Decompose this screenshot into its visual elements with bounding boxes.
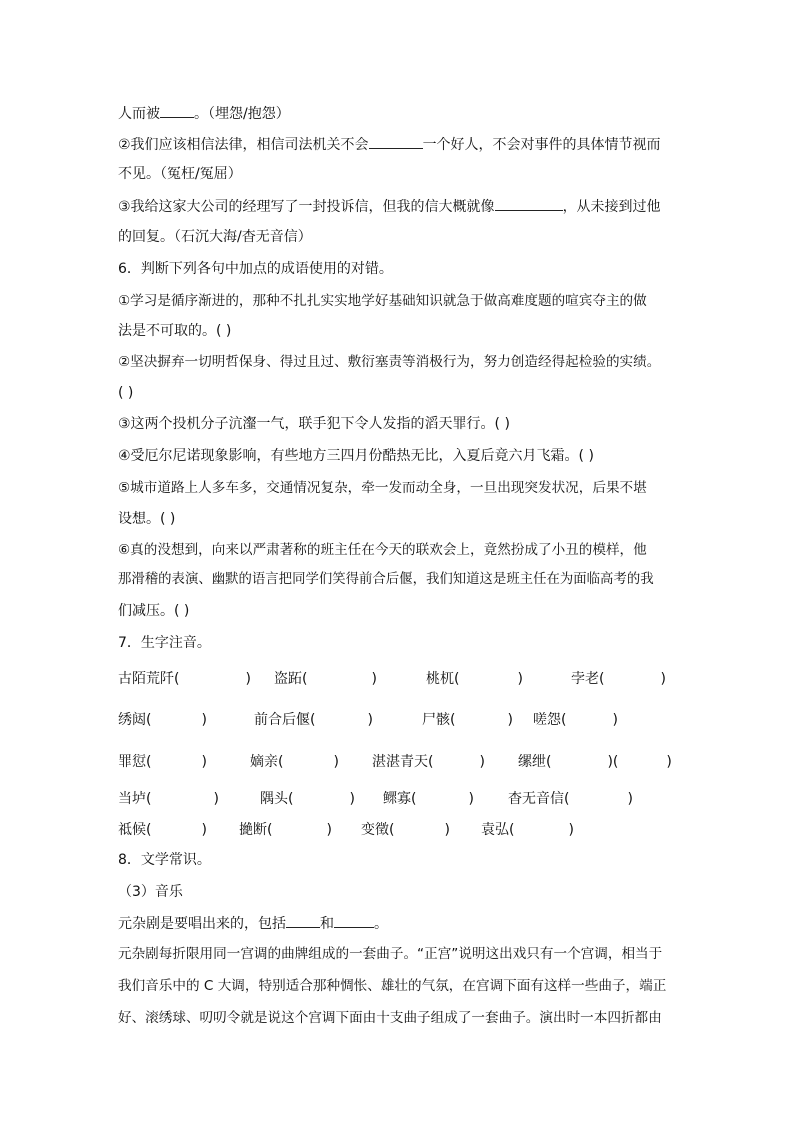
pinyin-item[interactable]: 罪愆( ) (118, 754, 207, 770)
q8-para2: 元杂剧每折限用同一宫调的曲牌组成的一套曲子。“正宫”说明这出戏只有一个宫调，相当于 (118, 946, 663, 962)
q5-item2: ②我们应该相信法律，相信司法机关不会 一个好人，不会对事件的具体情节视而 (118, 134, 661, 154)
q6-item2: ②坚决摒弃一切明哲保身、得过且过、敷衍塞责等消极行为，努力创造经得起检验的实绩。 (118, 354, 661, 370)
pinyin-item[interactable]: 盗跖( ) (274, 671, 377, 687)
answer-blank[interactable] (495, 196, 563, 211)
pinyin-item[interactable]: 桃杌( ) (426, 671, 523, 687)
pinyin-item[interactable]: 变徵( ) (361, 822, 450, 838)
q5-line1: 人而被 。（埋怨/抱怨） (118, 103, 290, 123)
pinyin-item[interactable]: 袁弘( ) (481, 822, 574, 838)
pinyin-item[interactable]: 尸骸( ) (422, 712, 513, 728)
pinyin-item[interactable]: 古陌荒阡( ) (118, 671, 251, 687)
q6-item4: ④受厄尔尼诺现象影响，有些地方三四月份酷热无比，入夏后竟六月飞霜。( ) (118, 448, 594, 464)
q8-subtitle: （3）音乐 (118, 884, 183, 900)
pinyin-item[interactable]: 缧绁( )( ) (518, 754, 672, 770)
answer-blank[interactable] (286, 913, 320, 928)
answer-blank[interactable] (334, 913, 374, 928)
pinyin-item[interactable]: 鳏寡( ) (383, 791, 474, 807)
pinyin-item[interactable]: 绣闼( ) (118, 712, 207, 728)
q5-item2-cont: 不见。（冤枉/冤屈） (118, 166, 242, 182)
q6-item1-cont: 法是不可取的。( ) (118, 323, 232, 339)
q6-item1: ①学习是循序渐进的，那种不扎扎实实地学好基础知识就急于做高难度题的喧宾夺主的做 (118, 293, 647, 309)
q6-item6: ⑥真的没想到，向来以严肃著称的班主任在今天的联欢会上，竟然扮成了小丑的模样，他 (118, 542, 647, 558)
pinyin-item[interactable]: 前合后偃( ) (254, 712, 373, 728)
q8-para2-cont2: 好、滚绣球、叨叨令就是说这个宫调下面由十支曲子组成了一套曲子。演出时一本四折都由 (118, 1010, 662, 1026)
pinyin-item[interactable]: 当垆( ) (118, 791, 219, 807)
q6-item5: ⑤城市道路上人多车多，交通情况复杂，牵一发而动全身，一旦出现突发状况，后果不堪 (118, 480, 647, 496)
q6-item6-cont2: 们减压。( ) (118, 603, 190, 619)
pinyin-item[interactable]: 祗候( ) (118, 822, 207, 838)
answer-blank[interactable] (160, 103, 194, 118)
q6-item6-cont1: 那滑稽的表演、幽默的语言把同学们笑得前合后偃，我们知道这是班主任在为面临高考的我 (118, 572, 654, 587)
q8-title: 8．文学常识。 (118, 852, 211, 868)
pinyin-item[interactable]: 隅头( ) (260, 791, 355, 807)
pinyin-item[interactable]: 撧断( ) (239, 822, 332, 838)
q5-item3-cont: 的回复。（石沉大海/杳无音信） (118, 229, 312, 245)
q5-item3: ③我给这家大公司的经理写了一封投诉信，但我的信大概就像 ，从未接到过他 (118, 196, 661, 216)
q6-title: 6．判断下列各句中加点的成语使用的对错。 (118, 261, 393, 277)
pinyin-item[interactable]: 嫡亲( ) (250, 754, 339, 770)
q6-item3: ③这两个投机分子沆瀣一气，联手犯下令人发指的滔天罪行。( ) (118, 416, 510, 432)
pinyin-item[interactable]: 杳无音信( ) (508, 791, 633, 807)
q8-para2-cont1: 我们音乐中的 C 大调，特别适合那种惆怅、雄壮的气氛，在宫调下面有这样一些曲子，端正 (118, 978, 667, 994)
q7-title: 7．生字注音。 (118, 635, 211, 651)
q8-para1: 元杂剧是要唱出来的，包括 和 。 (118, 913, 388, 933)
q6-item2-cont: ( ) (118, 385, 134, 401)
pinyin-item[interactable]: 湛湛青天( ) (372, 754, 485, 770)
q6-item5-cont: 设想。( ) (118, 511, 176, 527)
pinyin-item[interactable]: 嗟怨( ) (533, 712, 618, 728)
answer-blank[interactable] (369, 134, 423, 149)
pinyin-item[interactable]: 孛老( ) (571, 671, 666, 687)
